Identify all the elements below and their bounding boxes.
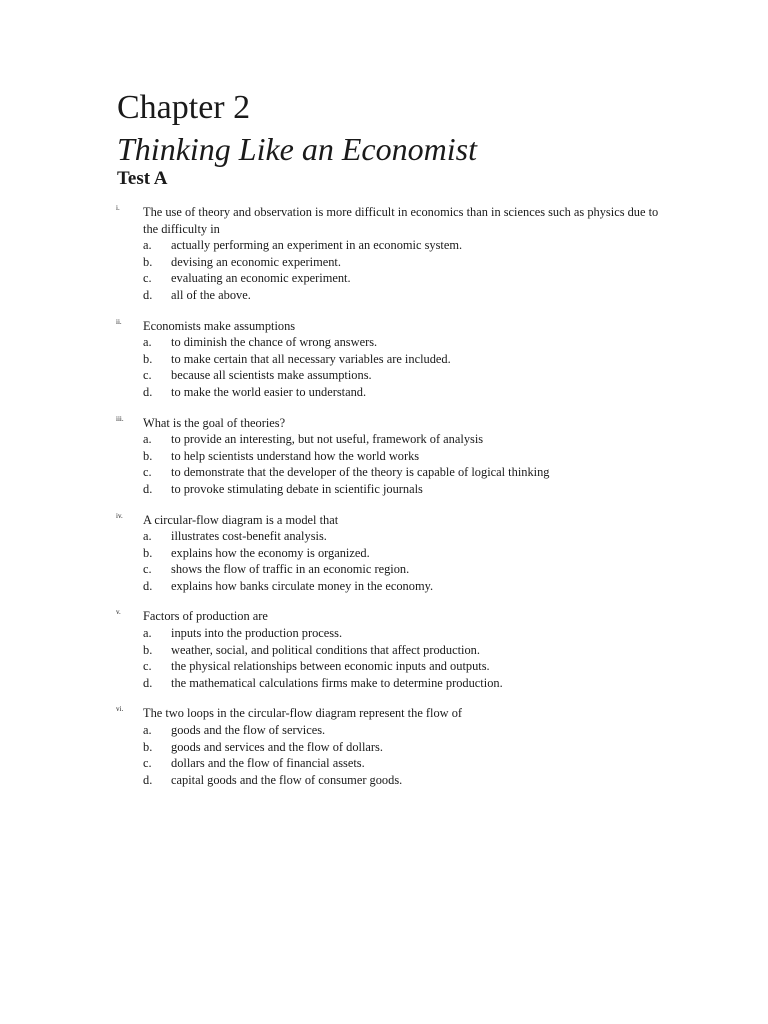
answer-option [0,642,768,659]
answer-options [0,528,768,594]
answer-option [0,334,768,351]
option-letter: a. [143,432,152,447]
option-letter: d. [143,578,153,593]
answer-options [0,625,768,691]
option-text: explains how the economy is organized. [171,545,370,560]
answer-options [0,237,768,303]
option-text: shows the flow of traffic in an economic region. [171,562,410,577]
question-list [0,204,768,802]
option-text: all of the above. [171,287,251,302]
answer-option [0,722,768,739]
answer-option [0,658,768,675]
option-text: to make the world easier to understand. [171,384,367,399]
option-text: explains how banks circulate money in the economy. [171,578,434,593]
answer-options [0,722,768,788]
option-text: to help scientists understand how the world works [171,448,420,463]
option-letter: b. [143,448,153,463]
question-number: iv. [116,511,123,520]
option-letter: c. [143,659,152,674]
option-text: the mathematical calculations firms make to determine production. [171,675,503,690]
option-letter: a. [143,529,152,544]
answer-option [0,254,768,271]
option-text: inputs into the production process. [171,626,343,641]
answer-option [0,481,768,498]
answer-option [0,625,768,642]
option-text: dollars and the flow of financial assets. [171,756,365,771]
question-number: ii. [116,317,122,326]
option-letter: a. [143,723,152,738]
option-letter: b. [143,545,153,560]
question-number: iii. [116,414,124,423]
answer-option [0,528,768,545]
option-text: illustrates cost-benefit analysis. [171,529,327,544]
option-text: to make certain that all necessary variables are included. [171,351,451,366]
option-letter: d. [143,481,153,496]
answer-option [0,755,768,772]
chapter-subtitle: Thinking Like an Economist [117,131,477,167]
answer-option [0,431,768,448]
option-letter: d. [143,287,153,302]
question-number: v. [116,608,121,617]
answer-option [0,270,768,287]
answer-option [0,448,768,465]
question-stem: A circular-flow diagram is a model that [143,512,339,527]
option-text: the physical relationships between economic inputs and outputs. [171,659,490,674]
option-text: capital goods and the flow of consumer goods. [171,772,403,787]
option-letter: b. [143,351,153,366]
answer-option [0,578,768,595]
option-text: to demonstrate that the developer of the theory is capable of logical thinking [171,465,550,480]
answer-option [0,739,768,756]
question-item [0,608,768,691]
answer-option [0,545,768,562]
option-letter: c. [143,465,152,480]
answer-options [0,431,768,497]
option-letter: c. [143,756,152,771]
option-letter: a. [143,626,152,641]
answer-option [0,287,768,304]
option-letter: b. [143,642,153,657]
answer-option [0,367,768,384]
chapter-title: Chapter 2 [117,89,251,126]
answer-option [0,464,768,481]
option-text: to provide an interesting, but not useful, framework of analysis [171,432,484,447]
question-stem: Economists make assumptions [143,318,296,333]
question-stem: What is the goal of theories? [143,415,286,430]
question-item [0,512,768,595]
option-text: because all scientists make assumptions. [171,368,372,383]
option-letter: c. [143,562,152,577]
option-text: actually performing an experiment in an economic system. [171,238,463,253]
answer-option [0,675,768,692]
option-text: goods and the flow of services. [171,723,326,738]
answer-option [0,351,768,368]
option-text: weather, social, and political conditions that affect production. [171,642,480,657]
option-letter: c. [143,368,152,383]
answer-option [0,561,768,578]
question-item [0,705,768,788]
option-letter: a. [143,238,152,253]
option-letter: b. [143,739,153,754]
question-item [0,415,768,498]
option-letter: b. [143,254,153,269]
option-letter: d. [143,772,153,787]
option-text: to provoke stimulating debate in scientific journals [171,481,423,496]
answer-option [0,237,768,254]
question-stem: The use of theory and observation is more difficult in economics than in sciences such as physics due to the difficulty in [143,205,659,236]
question-item [0,204,768,304]
question-number: i. [116,204,120,212]
option-letter: c. [143,271,152,286]
question-stem: Factors of production are [143,609,268,624]
test-label: Test A [117,168,168,189]
option-text: to diminish the chance of wrong answers. [171,335,378,350]
answer-option [0,772,768,789]
question-stem: The two loops in the circular-flow diagram represent the flow of [143,706,463,721]
answer-option [0,384,768,401]
option-letter: d. [143,384,153,399]
question-item [0,318,768,401]
answer-options [0,334,768,400]
option-text: goods and services and the flow of dollars. [171,739,383,754]
option-letter: a. [143,335,152,350]
option-text: evaluating an economic experiment. [171,271,351,286]
option-letter: d. [143,675,153,690]
question-number: vi. [116,705,124,714]
option-text: devising an economic experiment. [171,254,341,269]
